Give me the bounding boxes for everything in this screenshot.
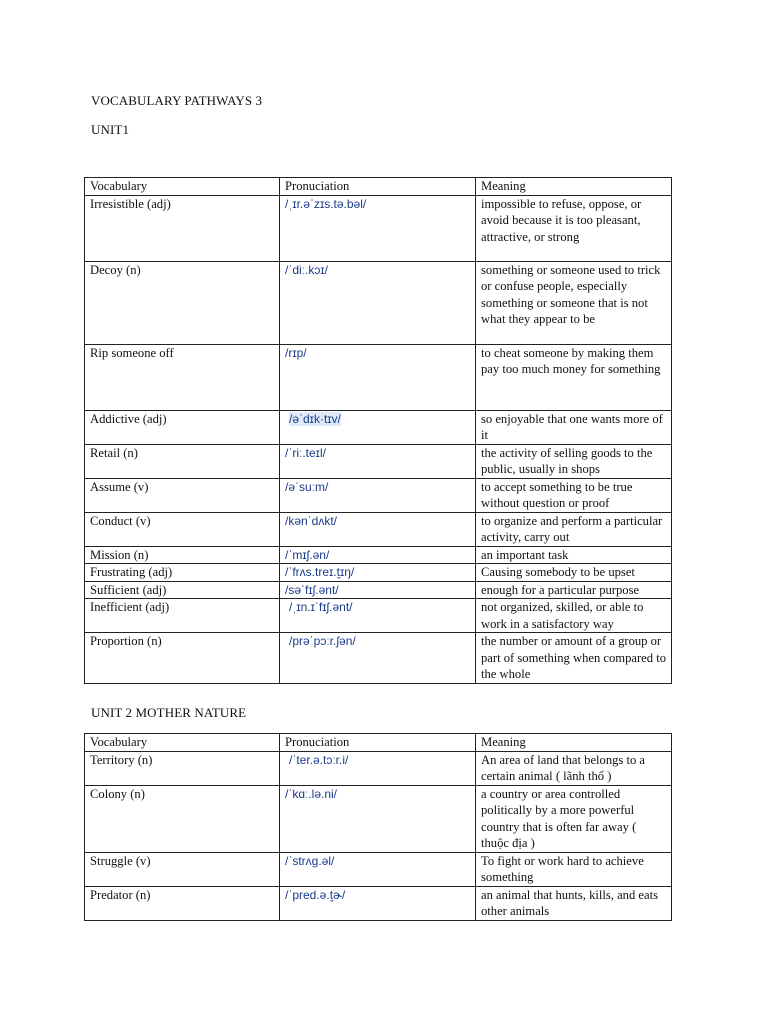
vocab-meaning: the activity of selling goods to the public, usually in shops	[476, 444, 672, 478]
table-row	[85, 599, 672, 633]
column-header-vocabulary: Vocabulary	[85, 734, 280, 752]
vocab-pronunciation: /ˈter.ə.tɔːr.i/	[280, 751, 476, 785]
vocab-meaning: not organized, skilled, or able to work in a satisfactory way	[476, 599, 672, 633]
vocab-meaning: a country or area controlled politically by a more powerful country that is often far away ( thuộc địa )	[476, 785, 672, 852]
column-header-pronunciation: Pronuciation	[280, 734, 476, 752]
vocab-pronunciation: /ˈpred.ə.t̬ɚ/	[280, 886, 476, 920]
vocab-pronunciation	[280, 410, 476, 444]
vocab-pronunciation: /səˈfɪʃ.ənt/	[280, 581, 476, 599]
vocab-meaning: to cheat someone by making them pay too much money for something	[476, 344, 672, 410]
table-row	[85, 581, 672, 599]
vocab-pronunciation: /rɪp/	[280, 344, 476, 410]
vocab-word: Decoy (n)	[85, 261, 280, 344]
table-row	[85, 546, 672, 564]
vocab-word: Irresistible (adj)	[85, 195, 280, 261]
table-row	[85, 785, 672, 852]
unit1-heading: UNIT1	[91, 122, 130, 137]
table-row	[85, 344, 672, 410]
vocab-word: Addictive (adj)	[85, 410, 280, 444]
table-row	[85, 512, 672, 546]
vocab-pronunciation: /ˈriː.teɪl/	[280, 444, 476, 478]
vocab-pronunciation: /ˈdiː.kɔɪ/	[280, 261, 476, 344]
vocab-word: Colony (n)	[85, 785, 280, 852]
vocab-word: Territory (n)	[85, 751, 280, 785]
table-header-row	[85, 178, 672, 196]
vocab-pronunciation: /kənˈdʌkt/	[280, 512, 476, 546]
column-header-pronunciation: Pronuciation	[280, 178, 476, 196]
unit2-vocabulary-table	[84, 733, 672, 921]
vocab-word: Assume (v)	[85, 478, 280, 512]
vocab-word: Mission (n)	[85, 546, 280, 564]
vocab-pronunciation: /ˈkɑː.lə.ni/	[280, 785, 476, 852]
vocab-meaning: something or someone used to trick or confuse people, especially something or someone that is not what they appear to be	[476, 261, 672, 344]
vocab-meaning: an important task	[476, 546, 672, 564]
table-header-row	[85, 734, 672, 752]
vocab-meaning: to organize and perform a particular activity, carry out	[476, 512, 672, 546]
column-header-meaning: Meaning	[476, 178, 672, 196]
column-header-vocabulary: Vocabulary	[85, 178, 280, 196]
table-row	[85, 410, 672, 444]
vocab-meaning: To fight or work hard to achieve something	[476, 852, 672, 886]
vocab-meaning: Causing somebody to be upset	[476, 564, 672, 582]
vocab-pronunciation: /ˈstrʌg.əl/	[280, 852, 476, 886]
vocab-meaning: the number or amount of a group or part of something when compared to the whole	[476, 633, 672, 684]
vocab-meaning: an animal that hunts, kills, and eats other animals	[476, 886, 672, 920]
vocab-word: Predator (n)	[85, 886, 280, 920]
table-row	[85, 195, 672, 261]
table-row	[85, 751, 672, 785]
vocab-word: Struggle (v)	[85, 852, 280, 886]
vocab-meaning: so enjoyable that one wants more of it	[476, 410, 672, 444]
vocab-pronunciation: /ˌɪn.ɪˈfɪʃ.ənt/	[280, 599, 476, 633]
vocab-word: Rip someone off	[85, 344, 280, 410]
table-row	[85, 633, 672, 684]
vocab-word: Conduct (v)	[85, 512, 280, 546]
vocab-word: Proportion (n)	[85, 633, 280, 684]
vocab-word: Frustrating (adj)	[85, 564, 280, 582]
vocab-meaning: impossible to refuse, oppose, or avoid because it is too pleasant, attractive, or strong	[476, 195, 672, 261]
table-row	[85, 852, 672, 886]
vocab-pronunciation: /əˈsuːm/	[280, 478, 476, 512]
document-title: VOCABULARY PATHWAYS 3	[91, 93, 263, 108]
vocab-meaning: enough for a particular purpose	[476, 581, 672, 599]
vocab-pronunciation: /prəˈpɔːr.ʃən/	[280, 633, 476, 684]
vocab-word: Retail (n)	[85, 444, 280, 478]
table-row	[85, 886, 672, 920]
vocab-word: Sufficient (adj)	[85, 581, 280, 599]
unit2-heading: UNIT 2 MOTHER NATURE	[91, 705, 247, 720]
table-row	[85, 444, 672, 478]
unit1-vocabulary-table	[84, 177, 672, 684]
table-row	[85, 261, 672, 344]
vocab-pronunciation: /ˌɪr.əˈzɪs.tə.bəl/	[280, 195, 476, 261]
highlighted-pronunciation: /əˈdɪk·tɪv/	[289, 411, 341, 426]
column-header-meaning: Meaning	[476, 734, 672, 752]
vocab-word: Inefficient (adj)	[85, 599, 280, 633]
vocab-meaning: An area of land that belongs to a certain animal ( lãnh thổ )	[476, 751, 672, 785]
table-row	[85, 478, 672, 512]
table-row	[85, 564, 672, 582]
vocab-pronunciation: /ˈfrʌs.treɪ.t̬ɪŋ/	[280, 564, 476, 582]
vocab-pronunciation: /ˈmɪʃ.ən/	[280, 546, 476, 564]
vocab-meaning: to accept something to be true without question or proof	[476, 478, 672, 512]
